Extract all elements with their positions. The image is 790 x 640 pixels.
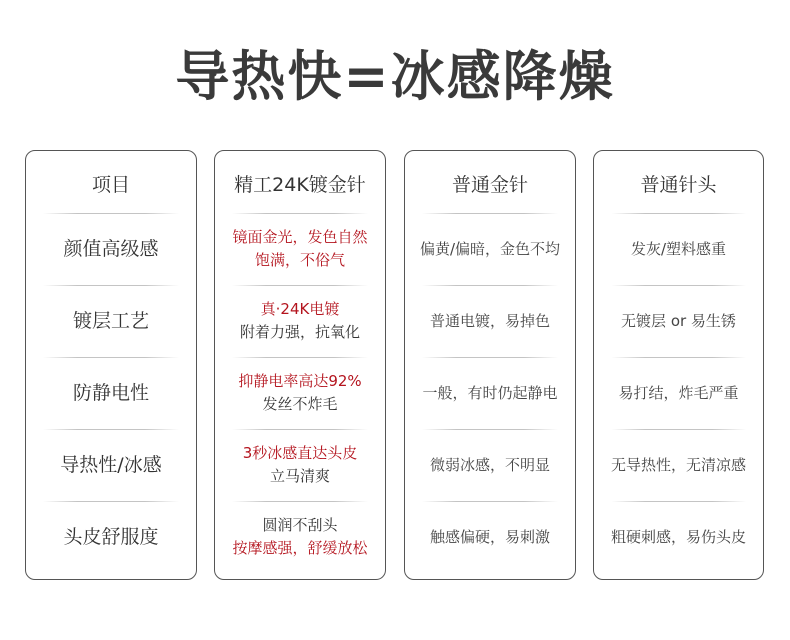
cell-line: 圆润不刮头: [262, 516, 338, 534]
table-cell: 无镀层 or 易生锈: [621, 311, 736, 330]
column-header: 项目: [91, 173, 130, 196]
cell-line: 真·24K电镀: [260, 300, 340, 318]
table-cell: 偏黄/偏暗，金色不均: [419, 239, 561, 258]
column-ordinary-needle-head: [593, 150, 764, 580]
table-cell: 粗硬刺感，易伤头皮: [610, 527, 746, 546]
cell-line: 按摩感强，舒缓放松: [232, 539, 368, 557]
row-label: 头皮舒服度: [63, 525, 159, 548]
table-cell: 发灰/塑料感重: [630, 239, 727, 258]
table-cell: 易打结，炸毛严重: [618, 383, 739, 402]
column-24k-gold-needle: [214, 150, 386, 580]
table-cell: 一般，有时仍起静电: [422, 383, 558, 402]
cell-line: 立马清爽: [269, 467, 330, 485]
table-cell: [215, 429, 385, 501]
column-header: 精工24K镀金针: [234, 173, 366, 196]
table-cell: [215, 285, 385, 357]
column-header: 普通针头: [640, 173, 717, 196]
table-cell: 无导热性，无清凉感: [610, 455, 746, 474]
column-ordinary-gold-needle: [404, 150, 576, 580]
table-cell: [215, 501, 385, 573]
row-label: 防静电性: [72, 381, 149, 404]
cell-line: 镜面金光，发色自然: [232, 228, 368, 246]
page-title: 导热快=冰感降燥: [175, 45, 615, 108]
cell-line: 抑静电率高达92%: [238, 372, 362, 390]
cell-line: 发丝不炸毛: [262, 395, 338, 413]
table-cell: [215, 213, 385, 285]
column-item-labels: [25, 150, 197, 580]
cell-line: 3秒冰感直达头皮: [242, 444, 358, 462]
row-label: 镀层工艺: [72, 309, 149, 332]
column-header: 普通金针: [451, 173, 528, 196]
cell-line: 附着力强，抗氧化: [239, 323, 360, 341]
row-label: 颜值高级感: [63, 237, 159, 260]
row-label: 导热性/冰感: [60, 453, 162, 476]
cell-line: 饱满，不俗气: [254, 251, 345, 269]
table-cell: 微弱冰感，不明显: [429, 455, 550, 474]
table-cell: [215, 357, 385, 429]
table-cell: 普通电镀，易掉色: [429, 311, 550, 330]
table-cell: 触感偏硬，易刺激: [429, 527, 550, 546]
